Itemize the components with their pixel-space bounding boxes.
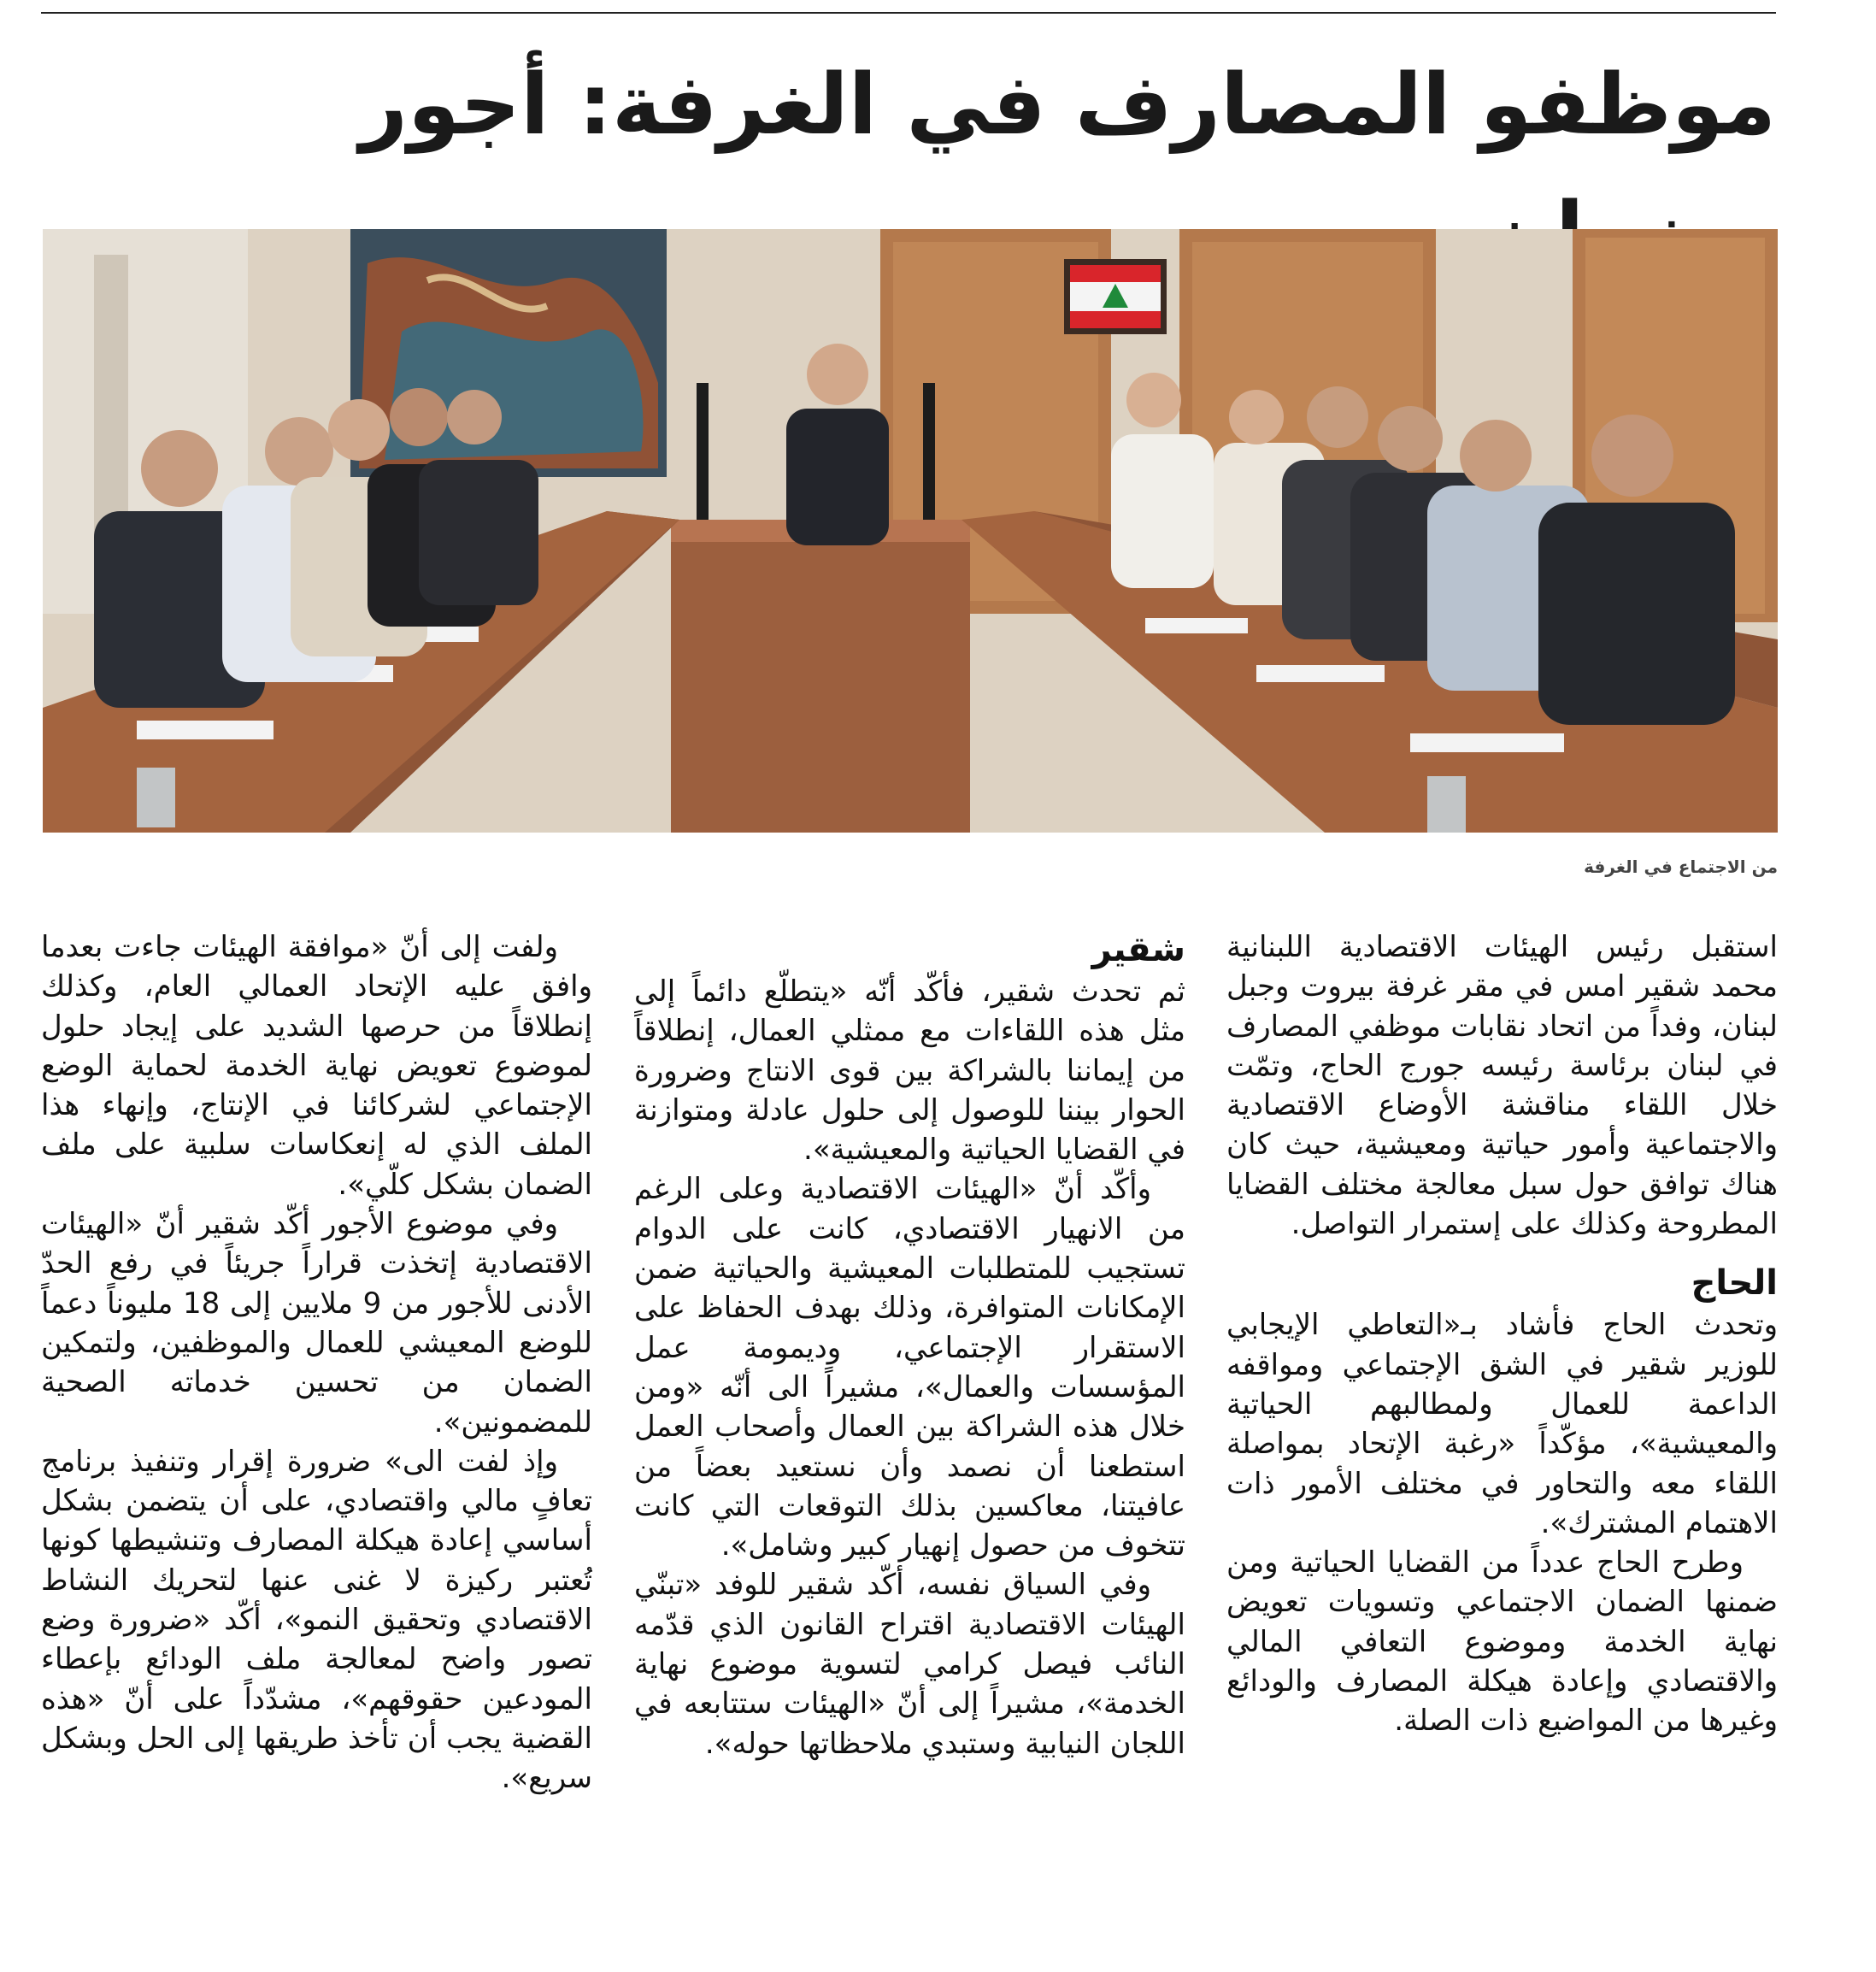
meeting-photo-illustration (43, 229, 1778, 833)
photo-caption: من الاجتماع في الغرفة (1584, 856, 1778, 877)
paragraph: ولفت إلى أنّ «موافقة الهيئات جاءت بعدما وافق عليه الإتحاد العمالي العام، وكذلك إنطلاقاً من حرصها الشديد على إيجاد حلول لموضوع تعويض نهاية الخدمة لحماية الوضع الإجتماعي لشركائنا في الإنتاج، وإنهاء هذا الملف الذي له إنعكاسات سلبية على ملف الضمان بشكل كلّي». (41, 930, 592, 1202)
paragraph: وفي السياق نفسه، أكّد شقير للوفد «تبنّي الهيئات الاقتصادية اقتراح القانون الذي قدّمه النائب فيصل كرامي لتسوية موضوع نهاية الخدمة»، مشيراً إلى أنّ «الهيئات ستتابعه في اللجان النيابية وستبدي ملاحظاتها حوله». (634, 1568, 1185, 1761)
paragraph: ثم تحدث شقير، فأكّد أنّه «يتطلّع دائماً إلى مثل هذه اللقاءات مع ممثلي العمال، إنطلاقاً من إيماننا بالشراكة بين قوى الانتاج وضرورة الحوار بيننا للوصول إلى حلول عادلة ومتوازنة في القضايا الحياتية والمعيشية». (634, 974, 1185, 1168)
paragraph: وتحدث الحاج فأشاد بـ«التعاطي الإيجابي للوزير شقير في الشق الإجتماعي ومواقفه الداعمة للعمال ولمطالبهم الحياتية والمعيشية»، مؤكّداً «رغبة الإتحاد بمواصلة اللقاء معه والتحاور في مختلف الأمور ذات الاهتمام المشترك». (1226, 1308, 1778, 1540)
article-column-3 (41, 927, 592, 1953)
headline: موظفو المصارف في الغرفة: أجور (359, 56, 1776, 154)
paragraph: وأكّد أنّ «الهيئات الاقتصادية وعلى الرغم من الانهيار الاقتصادي، كانت على الدوام تستجيب للمتطلبات المعيشية والحياتية ضمن الإمكانات المتوافرة، وذلك بهدف الحفاظ على الاستقرار الإجتماعي، وديمومة عمل المؤسسات والعمال»، مشيراً الى أنّه «ومن خلال هذه الشراكة بين العمال وأصحاب العمل استطعنا أن نصمد وأن نستعيد بعضاً من عافيتنا، معاكسين بذلك التوقعات التي كانت تتخوف من حصول إنهيار كبير وشامل». (634, 1172, 1185, 1563)
article-column-2 (634, 927, 1185, 1953)
subheading: الحاج (1691, 1263, 1778, 1304)
paragraph: وإذ لفت الى» ضرورة إقرار وتنفيذ برنامج تعافٍ مالي واقتصادي، على أن يتضمن بشكل أساسي إعادة هيكلة المصارف وتنشيطها كونها تُعتبر ركيزة لا غنى عنها لتحريك النشاط الاقتصادي وتحقيق النمو»، أكّد «ضرورة وضع تصور واضح لمعالجة ملف الودائع بإعطاء المودعين حقوقهم»، مشدّداً على أنّ «هذه القضية يجب أن تأخذ طريقها إلى الحل وبشكل سريع». (41, 1444, 592, 1796)
article-column-1 (1226, 927, 1778, 1953)
subheading: شقير (1091, 930, 1185, 969)
paragraph: استقبل رئيس الهيئات الاقتصادية اللبنانية محمد شقير امس في مقر غرفة بيروت وجبل لبنان، وفداً من اتحاد نقابات موظفي المصارف في لبنان برئاسة رئيسه جورج الحاج، وتمّت خلال اللقاء مناقشة الأوضاع الاقتصادية والاجتماعية وأمور حياتية ومعيشية، حيث كان هناك توافق حول سبل معالجة مختلف القضايا المطروحة وكذلك على إستمرار التواصل. (1226, 930, 1778, 1242)
top-rule (41, 12, 1776, 14)
paragraph: وفي موضوع الأجور أكّد شقير أنّ «الهيئات الاقتصادية إتخذت قراراً جريئاً في رفع الحدّ الأدنى للأجور من 9 ملايين إلى 18 مليوناً دعماً للوضع المعيشي للعمال والموظفين، ولتمكين الضمان من تحسين خدماته الصحية للمضمونين». (41, 1207, 592, 1439)
paragraph: وطرح الحاج عدداً من القضايا الحياتية ومن ضمنها الضمان الاجتماعي وتسويات تعويض نهاية الخدمة وموضوع التعافي المالي والاقتصادي وإعادة هيكلة المصارف والودائع وغيرها من المواضيع ذات الصلة. (1226, 1545, 1778, 1739)
meeting-photo (43, 229, 1778, 833)
